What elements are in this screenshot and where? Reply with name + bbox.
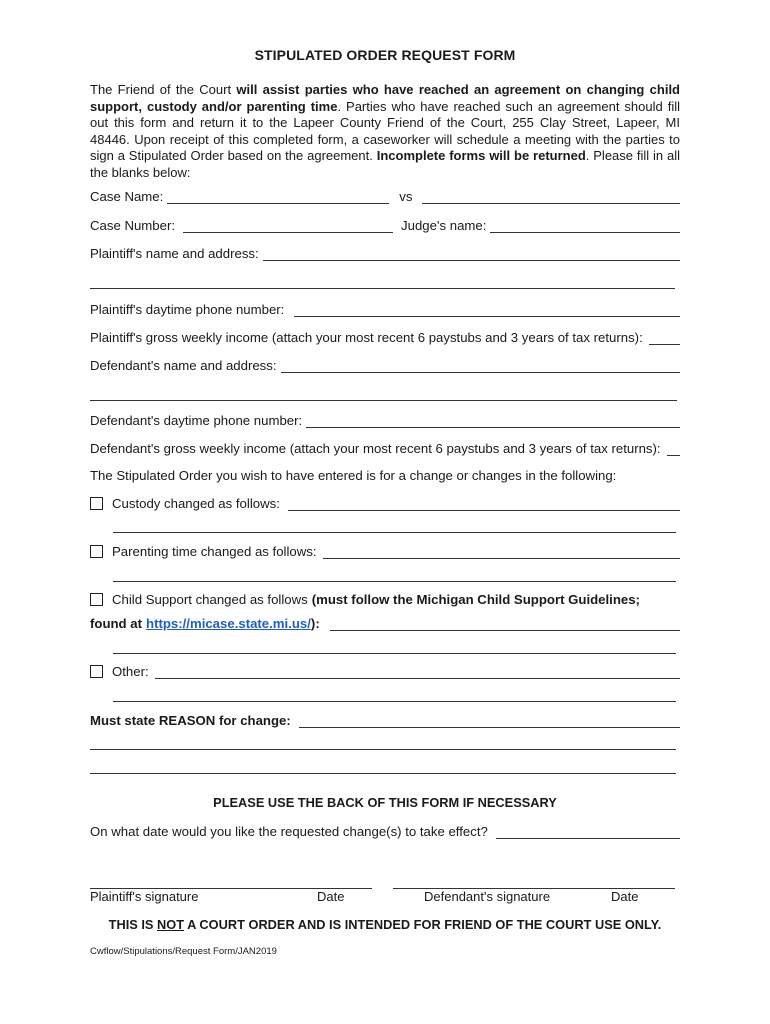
defendant-phone-label: Defendant's daytime phone number: (90, 413, 303, 428)
judge-name-label: Judge's name: (401, 218, 487, 233)
effective-date-label: On what date would you like the requested change(s) to take effect? (90, 824, 488, 839)
child-support-row (90, 589, 680, 607)
defendant-address-row (90, 355, 680, 373)
intro-paragraph (90, 82, 680, 181)
stipulated-intro-row (90, 465, 680, 483)
effective-date-row (90, 821, 680, 839)
other-checkbox[interactable] (90, 665, 103, 678)
plaintiff-address-label: Plaintiff's name and address: (90, 246, 259, 261)
case-number-row (90, 215, 680, 233)
defendant-income-row (90, 438, 680, 456)
custody-row (90, 493, 680, 511)
intro-bold-2: Incomplete forms will be returned (376, 148, 586, 163)
effective-date-field[interactable] (496, 825, 680, 839)
plaintiff-signature-label: Plaintiff's signature (90, 889, 199, 904)
child-support-guidelines: (must follow the Michigan Child Support Guidelines; (311, 592, 640, 607)
stipulated-intro-label: The Stipulated Order you wish to have entered is for a change or changes in the following: (90, 468, 617, 483)
plaintiff-address-row (90, 243, 680, 261)
parenting-field-2[interactable] (113, 580, 676, 582)
child-support-label: Child Support changed as follows (112, 592, 308, 607)
child-support-field[interactable] (330, 617, 680, 631)
intro-text-2: . Parties who have reached such an agreement should fill out this form and return it to the Lapeer County Friend of the Court, 255 Clay Street, Lapeer, MI 48446. Upon receipt of this completed form, a caseworker will schedule a meeting with the parties to sign a Stipulated Order based on the agreement. (90, 98, 680, 163)
vs-label: vs (399, 189, 413, 204)
found-after-label: ): (310, 616, 320, 631)
other-field[interactable] (155, 665, 680, 679)
other-label: Other: (112, 664, 149, 679)
plaintiff-address-field-2[interactable] (90, 287, 675, 289)
parenting-field[interactable] (323, 545, 680, 559)
plaintiff-date-label: Date (317, 889, 345, 904)
parenting-checkbox[interactable] (90, 545, 103, 558)
disclaimer-not: NOT (157, 917, 185, 932)
plaintiff-phone-row (90, 299, 680, 317)
defendant-phone-row (90, 410, 680, 428)
defendant-address-field-2[interactable] (90, 399, 677, 401)
custody-field[interactable] (288, 497, 680, 511)
disclaimer-part-2: A COURT ORDER AND IS INTENDED FOR FRIEND OF THE COURT USE ONLY. (184, 917, 662, 932)
case-number-field[interactable] (183, 219, 393, 233)
defendant-address-field[interactable] (281, 359, 680, 373)
defendant-address-label: Defendant's name and address: (90, 358, 277, 373)
plaintiff-income-label: Plaintiff's gross weekly income (attach your most recent 6 paystubs and 3 years of tax returns): (90, 330, 643, 345)
reason-field[interactable] (299, 714, 680, 728)
disclaimer-part-1: THIS IS (108, 917, 158, 932)
other-row (90, 661, 680, 679)
form-footer: Cwflow/Stipulations/Request Form/JAN2019 (90, 946, 277, 957)
plaintiff-phone-field[interactable] (294, 303, 680, 317)
reason-field-2[interactable] (90, 748, 676, 750)
case-name-vs-field[interactable] (422, 190, 680, 204)
back-notice: PLEASE USE THE BACK OF THIS FORM IF NECESSARY (213, 795, 557, 810)
reason-field-3[interactable] (90, 772, 676, 774)
disclaimer (90, 917, 680, 932)
intro-text-1: The Friend of the Court (90, 82, 237, 97)
case-name-label: Case Name: (90, 189, 164, 204)
found-at-label: found at (90, 616, 143, 631)
judge-name-field[interactable] (490, 219, 680, 233)
defendant-signature-label: Defendant's signature (424, 889, 551, 904)
reason-row (90, 710, 680, 728)
child-support-field-2[interactable] (113, 652, 676, 654)
intro-bold-1: will assist parties who have reached an agreement on changing child support, custody and/or parenting time (90, 82, 680, 114)
parenting-row (90, 541, 680, 559)
custody-field-2[interactable] (113, 531, 676, 533)
plaintiff-phone-label: Plaintiff's daytime phone number: (90, 302, 285, 317)
form-title: STIPULATED ORDER REQUEST FORM (254, 47, 516, 63)
micase-link[interactable]: https://micase.state.mi.us/ (146, 616, 311, 631)
plaintiff-address-field[interactable] (263, 247, 680, 261)
defendant-income-field[interactable] (667, 442, 680, 456)
defendant-income-label: Defendant's gross weekly income (attach your most recent 6 paystubs and 3 years of tax returns): (90, 441, 661, 456)
defendant-date-label: Date (611, 889, 639, 904)
case-number-label: Case Number: (90, 218, 176, 233)
parenting-label: Parenting time changed as follows: (112, 544, 317, 559)
plaintiff-income-row (90, 327, 680, 345)
plaintiff-income-field[interactable] (649, 331, 680, 345)
custody-label: Custody changed as follows: (112, 496, 280, 511)
case-name-row (90, 186, 680, 204)
other-field-2[interactable] (113, 700, 676, 702)
form-page (90, 0, 680, 1024)
reason-label: Must state REASON for change: (90, 713, 291, 728)
defendant-phone-field[interactable] (306, 414, 680, 428)
custody-checkbox[interactable] (90, 497, 103, 510)
child-support-checkbox[interactable] (90, 593, 103, 606)
intro-text-3: . Please fill in all the blanks below: (90, 148, 680, 180)
case-name-field[interactable] (167, 190, 389, 204)
child-support-found-row (90, 613, 680, 631)
